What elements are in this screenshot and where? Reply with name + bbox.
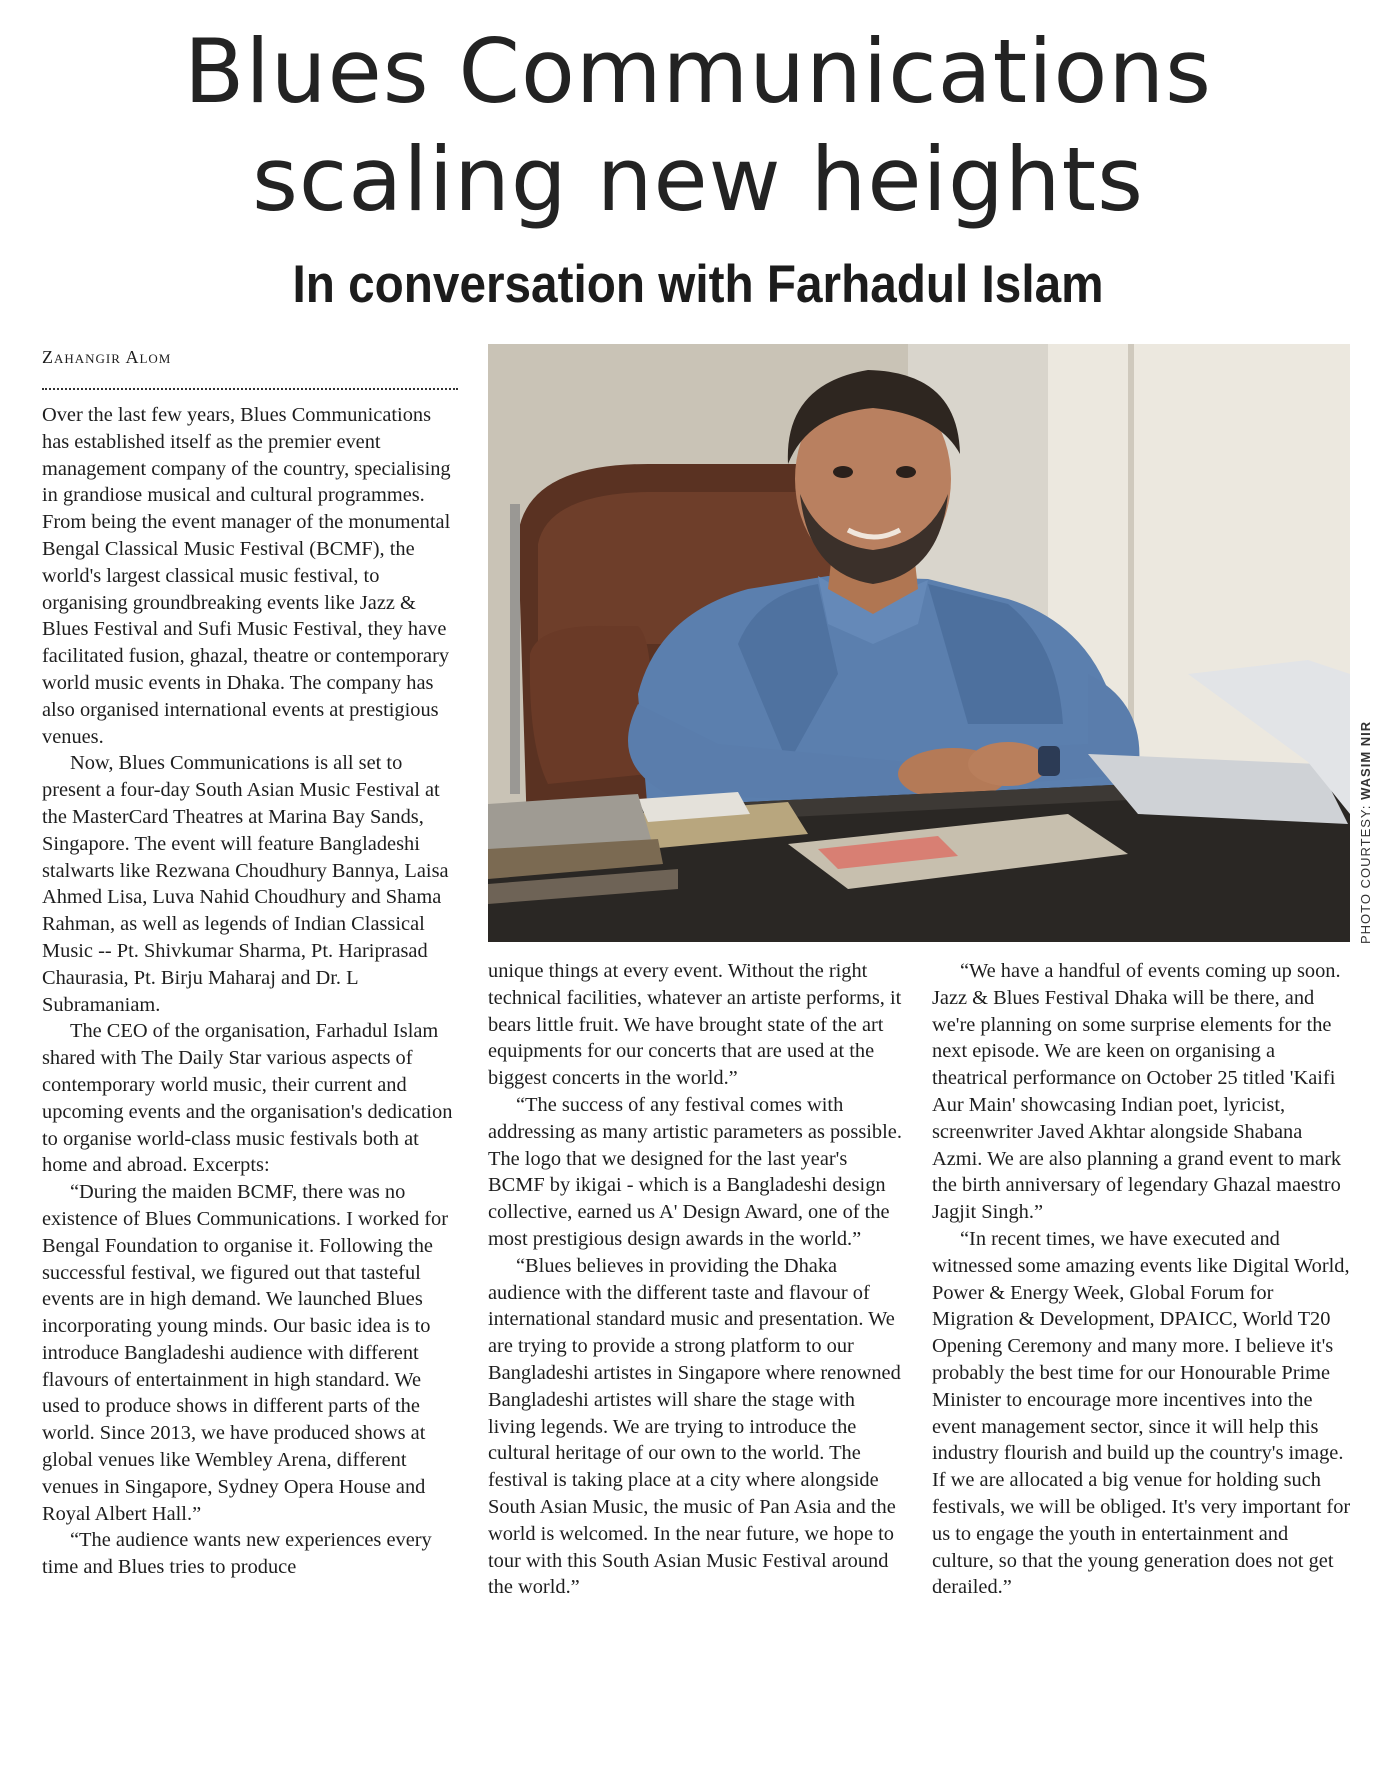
article-column-3: [932, 958, 1354, 1601]
article-column-2: [488, 958, 906, 1601]
paragraph: “The success of any festival comes with addressing as many artistic parameters as possible. The logo that we designed for the last year's BCMF by ikigai - which is a Bangladeshi design collective, earned us A' Design Award, one of the most prestigious design awards in the world.”: [488, 1093, 902, 1250]
photo-illustration: [488, 344, 1350, 942]
byline-divider: [42, 388, 458, 390]
paragraph: “During the maiden BCMF, there was no existence of Blues Communications. I worked for Bengal Foundation to organise it. Following the successful festival, we figured out that tasteful events are in high demand. We launched Blues incorporating young minds. Our basic idea is to introduce Bangladeshi audience with different flavours of entertainment in high standard. We used to produce shows in different parts of the world. Since 2013, we have produced shows at global venues like Wembley Arena, different venues in Singapore, Sydney Opera House and Royal Albert Hall.”: [42, 1181, 449, 1525]
paragraph: “In recent times, we have executed and witnessed some amazing events like Digital World, Power & Energy Week, Global Forum for Migration & Development, DPAICC, World T20 Opening Ceremony and many more. I believe it's probably the best time for our Honourable Prime Minister to encourage more incentives into the event management sector, since it will help this industry flourish and build up the country's image. If we are allocated a big venue for holding such festivals, we will be obliged. It's very important for us to engage the youth in entertainment and culture, so that the young generation does not get derailed.”: [932, 1227, 1351, 1599]
subheadline: In conversation with Farhadul Islam: [292, 255, 1104, 314]
byline: Zahangir Alom: [42, 347, 172, 367]
paragraph: “The audience wants new experiences every time and Blues tries to produce: [42, 1529, 432, 1579]
photo-credit: [1358, 721, 1373, 944]
article-column-1: [42, 402, 460, 1581]
headline: [0, 18, 1396, 234]
headline-line-1: Blues Communications: [183, 20, 1212, 123]
portrait-photo: [488, 344, 1350, 942]
paragraph: Now, Blues Communications is all set to present a four-day South Asian Music Festival at the MasterCard Theatres at Marina Bay Sands, Singapore. The event will feature Bangladeshi stalwarts like Rezwana Choudhury Bannya, Laisa Ahmed Lisa, Luva Nahid Choudhury and Shama Rahman, as well as legends of Indian Classical Music -- Pt. Shivkumar Sharma, Pt. Hariprasad Chaurasia, Pt. Birju Maharaj and Dr. L Subramaniam.: [42, 752, 449, 1016]
paragraph: “Blues believes in providing the Dhaka audience with the different taste and flavour of international standard music and presentation. We are trying to provide a strong platform to our Bangladeshi artistes in Singapore where renowned Bangladeshi artistes will share the stage with living legends. We are trying to introduce the cultural heritage of our own to the world. The festival is taking place at a city where alongside South Asian Music, the music of Pan Asia and the world is welcomed. In the near future, we hope to tour with this South Asian Music Festival around the world.”: [488, 1254, 901, 1599]
paragraph: “We have a handful of events coming up soon. Jazz & Blues Festival Dhaka will be there, and we're planning on some surprise elements for the next episode. We are keen on organising a theatrical performance on October 25 titled 'Kaifi Aur Main' showcasing Indian poet, lyricist, screenwriter Javed Akhtar alongside Shabana Azmi. We are also planning a grand event to mark the birth anniversary of legendary Ghazal maestro Jagjit Singh.”: [932, 960, 1342, 1224]
paragraph: unique things at every event. Without the right technical facilities, whatever an artiste performs, it bears little fruit. We have brought state of the art equipments for our concerts that are used at the biggest concerts in the world.”: [488, 960, 902, 1090]
paragraph: Over the last few years, Blues Communications has established itself as the premier event management company of the country, specialising in grandiose musical and cultural programmes. From being the event manager of the monumental Bengal Classical Music Festival (BCMF), the world's largest classical music festival, to organising groundbreaking events like Jazz & Blues Festival and Sufi Music Festival, they have facilitated fusion, ghazal, theatre or contemporary world music events in Dhaka. The company has also organised international events at prestigious venues.: [42, 404, 451, 748]
paragraph: The CEO of the organisation, Farhadul Islam shared with The Daily Star various aspects of contemporary world music, their current and upcoming events and the organisation's dedication to organise world-class music festivals both at home and abroad. Excerpts:: [42, 1020, 453, 1177]
photo-credit-label: PHOTO COURTESY:: [1358, 799, 1373, 944]
photo-credit-name: WASIM NIR: [1358, 720, 1373, 800]
headline-line-2: scaling new heights: [252, 128, 1144, 231]
